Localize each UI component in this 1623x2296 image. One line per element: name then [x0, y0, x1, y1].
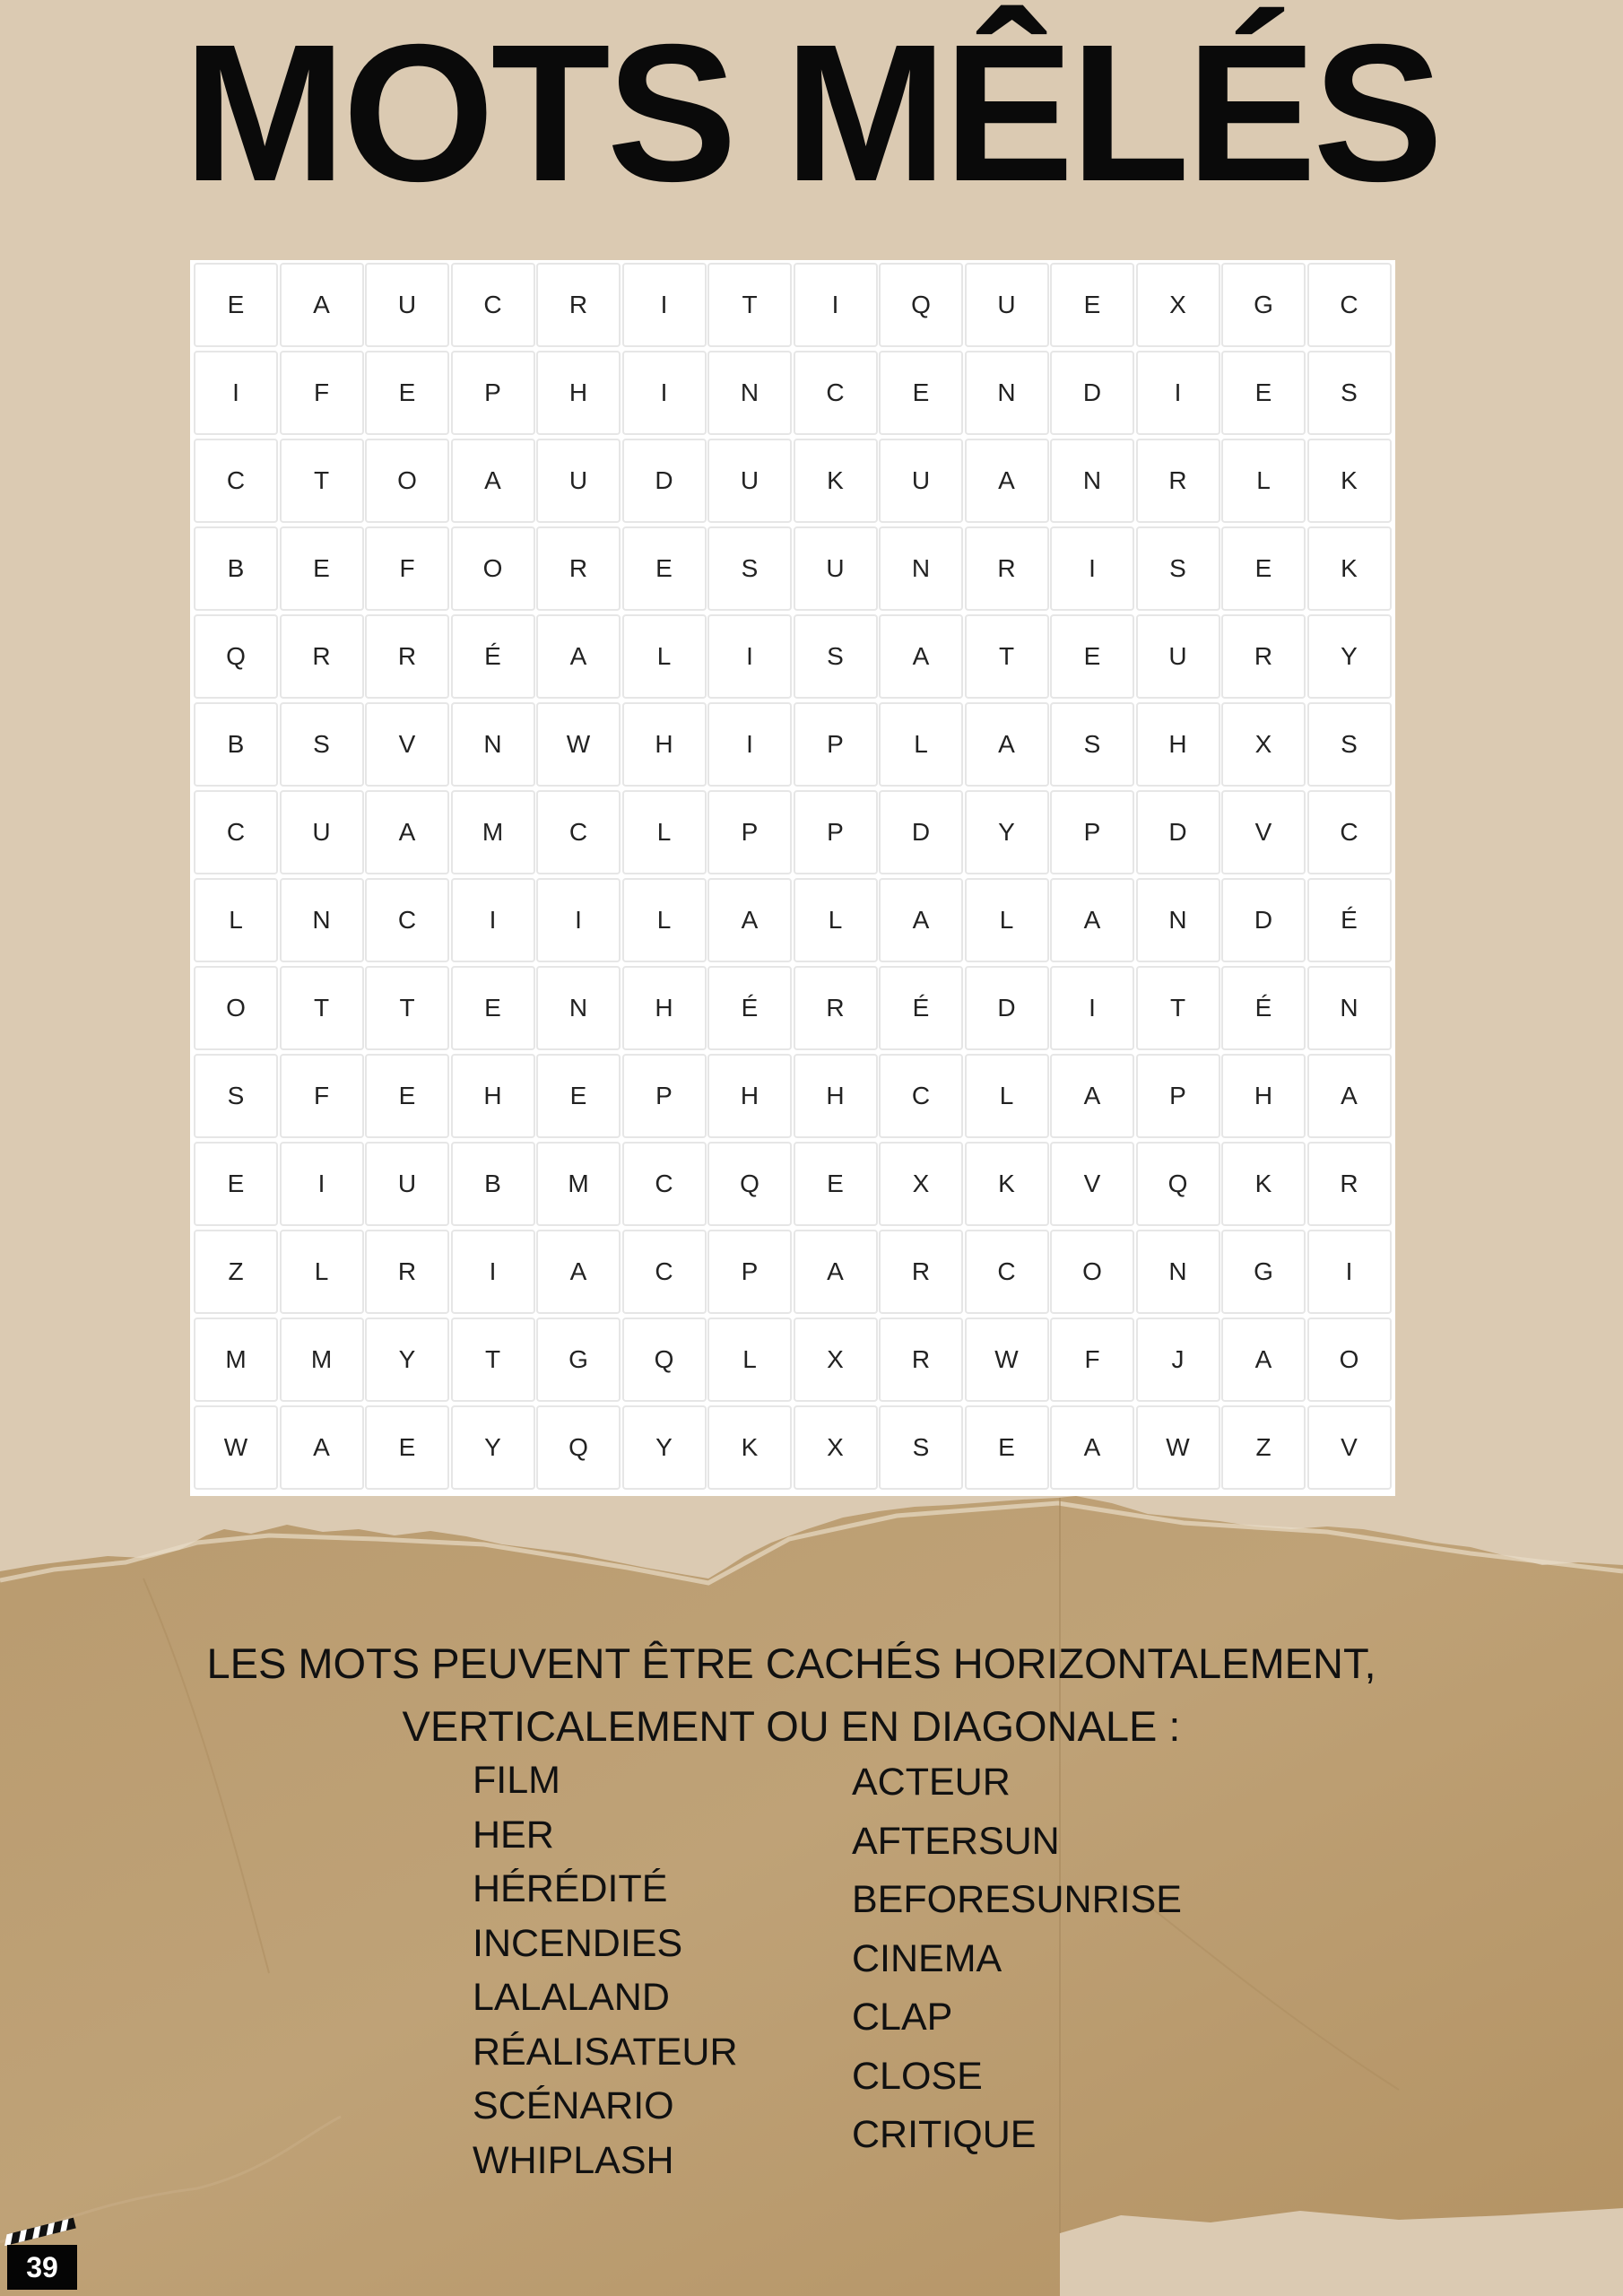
grid-cell[interactable]: C [794, 351, 878, 435]
word-item: CINEMA [852, 1936, 1002, 1980]
grid-cell[interactable]: K [1307, 526, 1392, 611]
grid-cell[interactable]: F [280, 351, 364, 435]
grid-cell[interactable]: X [794, 1318, 878, 1402]
grid-cell[interactable]: H [794, 1054, 878, 1138]
grid-cell[interactable]: C [1307, 790, 1392, 874]
grid-cell[interactable]: Q [1136, 1142, 1220, 1226]
grid-cell[interactable]: L [622, 790, 707, 874]
grid-cell[interactable]: F [280, 1054, 364, 1138]
word-item: CLOSE [852, 2054, 983, 2098]
grid-cell[interactable]: S [194, 1054, 278, 1138]
grid-cell[interactable]: S [1136, 526, 1220, 611]
grid-cell[interactable]: N [879, 526, 963, 611]
grid-cell[interactable]: H [536, 351, 621, 435]
grid-cell[interactable]: D [879, 790, 963, 874]
grid-cell[interactable]: N [1307, 966, 1392, 1050]
grid-cell[interactable]: P [707, 1230, 792, 1314]
grid-cells [194, 263, 1392, 1490]
grid-cell[interactable]: B [194, 702, 278, 787]
grid-cell[interactable]: L [1221, 439, 1306, 523]
grid-cell[interactable]: E [365, 351, 449, 435]
grid-cell[interactable]: É [451, 614, 535, 699]
grid-cell[interactable]: C [536, 790, 621, 874]
grid-cell[interactable]: A [1221, 1318, 1306, 1402]
instructions [0, 1632, 1583, 1758]
grid-cell[interactable]: K [965, 1142, 1049, 1226]
grid-cell[interactable]: E [622, 526, 707, 611]
grid-cell[interactable]: É [707, 966, 792, 1050]
grid-cell[interactable]: F [1050, 1318, 1134, 1402]
grid-cell[interactable]: L [622, 878, 707, 962]
grid-cell[interactable]: K [1221, 1142, 1306, 1226]
word-item: SCÉNARIO [473, 2084, 674, 2127]
grid-cell[interactable]: I [451, 878, 535, 962]
grid-cell[interactable]: C [622, 1142, 707, 1226]
grid-cell[interactable]: S [1050, 702, 1134, 787]
grid-cell[interactable]: T [280, 966, 364, 1050]
grid-cell[interactable]: R [1221, 614, 1306, 699]
grid-cell[interactable]: I [707, 614, 792, 699]
grid-cell[interactable]: N [1136, 878, 1220, 962]
grid-cell[interactable]: V [1050, 1142, 1134, 1226]
grid-cell[interactable]: E [965, 1405, 1049, 1490]
grid-cell[interactable]: A [280, 1405, 364, 1490]
grid-cell[interactable]: I [194, 351, 278, 435]
grid-cell[interactable]: C [194, 790, 278, 874]
grid-cell[interactable]: K [794, 439, 878, 523]
word-item: AFTERSUN [852, 1819, 1060, 1863]
grid-cell[interactable]: A [1307, 1054, 1392, 1138]
grid-cell[interactable]: U [1136, 614, 1220, 699]
page-number: 39 [26, 2250, 58, 2283]
grid-cell[interactable]: A [280, 263, 364, 347]
grid-cell[interactable]: H [1221, 1054, 1306, 1138]
page-number-box [7, 2245, 77, 2290]
grid-cell[interactable]: R [1307, 1142, 1392, 1226]
word-item: HÉRÉDITÉ [473, 1867, 668, 1910]
grid-cell[interactable]: L [707, 1318, 792, 1402]
grid-cell[interactable]: S [707, 526, 792, 611]
grid-cell[interactable]: M [451, 790, 535, 874]
grid-cell[interactable]: A [707, 878, 792, 962]
word-item: ACTEUR [852, 1761, 1011, 1804]
grid-cell[interactable]: Y [622, 1405, 707, 1490]
grid-cell[interactable]: Z [194, 1230, 278, 1314]
instructions-line-1: LES MOTS PEUVENT ÊTRE CACHÉS HORIZONTALEMENT, [206, 1639, 1376, 1687]
grid-cell[interactable]: P [451, 351, 535, 435]
grid-cell[interactable]: V [365, 702, 449, 787]
grid-cell[interactable]: W [536, 702, 621, 787]
grid-cell[interactable]: U [879, 439, 963, 523]
grid-cell[interactable]: O [194, 966, 278, 1050]
grid-cell[interactable]: A [536, 1230, 621, 1314]
grid-cell[interactable]: N [1136, 1230, 1220, 1314]
grid-cell[interactable]: A [965, 702, 1049, 787]
grid-cell[interactable]: C [365, 878, 449, 962]
grid-cell[interactable]: L [794, 878, 878, 962]
grid-cell[interactable]: I [536, 878, 621, 962]
grid-cell[interactable]: D [1136, 790, 1220, 874]
grid-cell[interactable]: K [1307, 439, 1392, 523]
grid-cell[interactable]: G [1221, 1230, 1306, 1314]
word-item: CLAP [852, 1996, 953, 2039]
grid-cell[interactable]: P [1136, 1054, 1220, 1138]
grid-cell[interactable]: P [622, 1054, 707, 1138]
grid-cell[interactable]: U [707, 439, 792, 523]
grid-cell[interactable]: E [879, 351, 963, 435]
grid-cell[interactable]: H [1136, 702, 1220, 787]
grid-cell[interactable]: L [622, 614, 707, 699]
grid-cell[interactable]: D [1221, 878, 1306, 962]
grid-cell[interactable]: R [879, 1230, 963, 1314]
grid-cell[interactable]: U [280, 790, 364, 874]
grid-cell[interactable]: M [536, 1142, 621, 1226]
grid-cell[interactable]: A [536, 614, 621, 699]
word-item: INCENDIES [473, 1921, 683, 1965]
grid-cell[interactable]: N [1050, 439, 1134, 523]
grid-cell[interactable]: Z [1221, 1405, 1306, 1490]
word-list-column-2 [852, 1753, 1182, 2165]
grid-cell[interactable]: É [1307, 878, 1392, 962]
grid-cell[interactable]: A [1050, 1405, 1134, 1490]
grid-cell[interactable]: R [365, 614, 449, 699]
grid-cell[interactable]: O [451, 526, 535, 611]
word-item: WHIPLASH [473, 2138, 674, 2182]
grid-cell[interactable]: X [1221, 702, 1306, 787]
grid-cell[interactable]: E [1221, 526, 1306, 611]
grid-cell[interactable]: I [794, 263, 878, 347]
grid-cell[interactable]: Q [879, 263, 963, 347]
grid-cell[interactable]: H [707, 1054, 792, 1138]
grid-cell[interactable]: E [194, 1142, 278, 1226]
grid-cell[interactable]: I [622, 263, 707, 347]
grid-cell[interactable]: L [879, 702, 963, 787]
grid-cell[interactable]: O [1050, 1230, 1134, 1314]
grid-cell[interactable]: Y [365, 1318, 449, 1402]
grid-cell[interactable]: E [365, 1054, 449, 1138]
grid-cell[interactable]: L [965, 1054, 1049, 1138]
grid-cell[interactable]: N [536, 966, 621, 1050]
grid-cell[interactable]: C [965, 1230, 1049, 1314]
grid-cell[interactable]: U [365, 263, 449, 347]
grid-cell[interactable]: U [365, 1142, 449, 1226]
word-item: RÉALISATEUR [473, 2030, 738, 2074]
grid-cell[interactable]: H [622, 966, 707, 1050]
grid-cell[interactable]: U [794, 526, 878, 611]
grid-cell[interactable]: A [1050, 1054, 1134, 1138]
grid-cell[interactable]: M [194, 1318, 278, 1402]
grid-cell[interactable]: I [1050, 526, 1134, 611]
grid-cell[interactable]: A [965, 439, 1049, 523]
grid-cell[interactable]: N [280, 878, 364, 962]
grid-cell[interactable]: Y [451, 1405, 535, 1490]
grid-cell[interactable]: I [1136, 351, 1220, 435]
grid-cell[interactable]: B [451, 1142, 535, 1226]
grid-cell[interactable]: M [280, 1318, 364, 1402]
grid-cell[interactable]: C [879, 1054, 963, 1138]
grid-cell[interactable]: L [965, 878, 1049, 962]
instructions-line-2: VERTICALEMENT OU EN DIAGONALE : [402, 1702, 1181, 1750]
grid-cell[interactable]: H [451, 1054, 535, 1138]
grid-cell[interactable]: E [451, 966, 535, 1050]
grid-cell[interactable]: W [965, 1318, 1049, 1402]
grid-cell[interactable]: C [1307, 263, 1392, 347]
grid-cell[interactable]: W [1136, 1405, 1220, 1490]
grid-cell[interactable]: A [879, 614, 963, 699]
grid-cell[interactable]: I [622, 351, 707, 435]
grid-cell[interactable]: L [194, 878, 278, 962]
grid-cell[interactable]: R [794, 966, 878, 1050]
grid-cell[interactable]: A [879, 878, 963, 962]
grid-cell[interactable]: G [1221, 263, 1306, 347]
grid-cell[interactable]: X [794, 1405, 878, 1490]
grid-cell[interactable]: S [879, 1405, 963, 1490]
word-item: HER [473, 1813, 554, 1857]
grid-cell[interactable]: A [794, 1230, 878, 1314]
grid-cell[interactable]: I [451, 1230, 535, 1314]
grid-cell[interactable]: P [794, 790, 878, 874]
grid-cell[interactable]: K [707, 1405, 792, 1490]
grid-cell[interactable]: X [1136, 263, 1220, 347]
grid-cell[interactable]: D [622, 439, 707, 523]
grid-cell[interactable]: R [965, 526, 1049, 611]
grid-cell[interactable]: S [1307, 702, 1392, 787]
grid-cell[interactable]: É [1221, 966, 1306, 1050]
grid-cell[interactable]: P [1050, 790, 1134, 874]
grid-cell[interactable]: E [794, 1142, 878, 1226]
grid-cell[interactable]: C [194, 439, 278, 523]
grid-cell[interactable]: R [536, 526, 621, 611]
grid-cell[interactable]: I [1307, 1230, 1392, 1314]
clapperboard-icon [4, 2213, 77, 2246]
grid-cell[interactable]: T [965, 614, 1049, 699]
grid-cell[interactable]: A [1050, 878, 1134, 962]
grid-cell[interactable]: N [707, 351, 792, 435]
word-item: BEFORESUNRISE [852, 1878, 1182, 1921]
grid-cell[interactable]: J [1136, 1318, 1220, 1402]
grid-cell[interactable]: I [1050, 966, 1134, 1050]
grid-cell[interactable]: S [794, 614, 878, 699]
grid-cell[interactable]: F [365, 526, 449, 611]
word-item: CRITIQUE [852, 2113, 1037, 2156]
grid-cell[interactable]: R [280, 614, 364, 699]
grid-cell[interactable]: N [451, 702, 535, 787]
grid-cell[interactable]: U [965, 263, 1049, 347]
grid-cell[interactable]: N [965, 351, 1049, 435]
grid-cell[interactable]: S [280, 702, 364, 787]
grid-cell[interactable]: I [707, 702, 792, 787]
grid-cell[interactable]: E [536, 1054, 621, 1138]
grid-cell[interactable]: E [194, 263, 278, 347]
grid-cell[interactable]: I [280, 1142, 364, 1226]
grid-cell[interactable]: R [536, 263, 621, 347]
grid-cell[interactable]: E [1050, 614, 1134, 699]
grid-cell[interactable]: D [965, 966, 1049, 1050]
grid-cell[interactable]: Q [707, 1142, 792, 1226]
grid-cell[interactable]: C [451, 263, 535, 347]
grid-cell[interactable]: U [536, 439, 621, 523]
grid-cell[interactable]: A [365, 790, 449, 874]
grid-cell[interactable]: P [707, 790, 792, 874]
grid-cell[interactable]: E [280, 526, 364, 611]
grid-cell[interactable]: E [1050, 263, 1134, 347]
grid-cell[interactable]: V [1221, 790, 1306, 874]
word-list-column-1 [473, 1753, 738, 2187]
word-item: LALALAND [473, 1976, 670, 2019]
grid-cell[interactable]: T [1136, 966, 1220, 1050]
grid-cell[interactable]: L [280, 1230, 364, 1314]
grid-cell[interactable]: H [622, 702, 707, 787]
grid-cell[interactable]: Q [194, 614, 278, 699]
grid-cell[interactable]: G [536, 1318, 621, 1402]
grid-cell[interactable]: Q [536, 1405, 621, 1490]
grid-cell[interactable]: Y [965, 790, 1049, 874]
word-item: FILM [473, 1759, 560, 1802]
grid-cell[interactable]: C [622, 1230, 707, 1314]
grid-cell[interactable]: R [879, 1318, 963, 1402]
grid-cell[interactable]: Q [622, 1318, 707, 1402]
grid-cell[interactable]: E [365, 1405, 449, 1490]
grid-cell[interactable]: A [451, 439, 535, 523]
grid-cell[interactable]: R [365, 1230, 449, 1314]
grid-cell[interactable]: T [707, 263, 792, 347]
grid-cell[interactable]: W [194, 1405, 278, 1490]
grid-cell[interactable]: T [365, 966, 449, 1050]
grid-cell[interactable]: T [280, 439, 364, 523]
grid-cell[interactable]: S [1307, 351, 1392, 435]
grid-cell[interactable]: Y [1307, 614, 1392, 699]
word-search-grid [190, 260, 1395, 1496]
grid-cell[interactable]: X [879, 1142, 963, 1226]
page-title: MOTS MÊLÉS [183, 4, 1440, 222]
grid-cell[interactable]: D [1050, 351, 1134, 435]
grid-cell[interactable]: B [194, 526, 278, 611]
grid-cell[interactable]: R [1136, 439, 1220, 523]
grid-cell[interactable]: P [794, 702, 878, 787]
grid-cell[interactable]: T [451, 1318, 535, 1402]
grid-cell[interactable]: E [1221, 351, 1306, 435]
grid-cell[interactable]: É [879, 966, 963, 1050]
grid-cell[interactable]: O [1307, 1318, 1392, 1402]
grid-cell[interactable]: V [1307, 1405, 1392, 1490]
grid-cell[interactable]: O [365, 439, 449, 523]
